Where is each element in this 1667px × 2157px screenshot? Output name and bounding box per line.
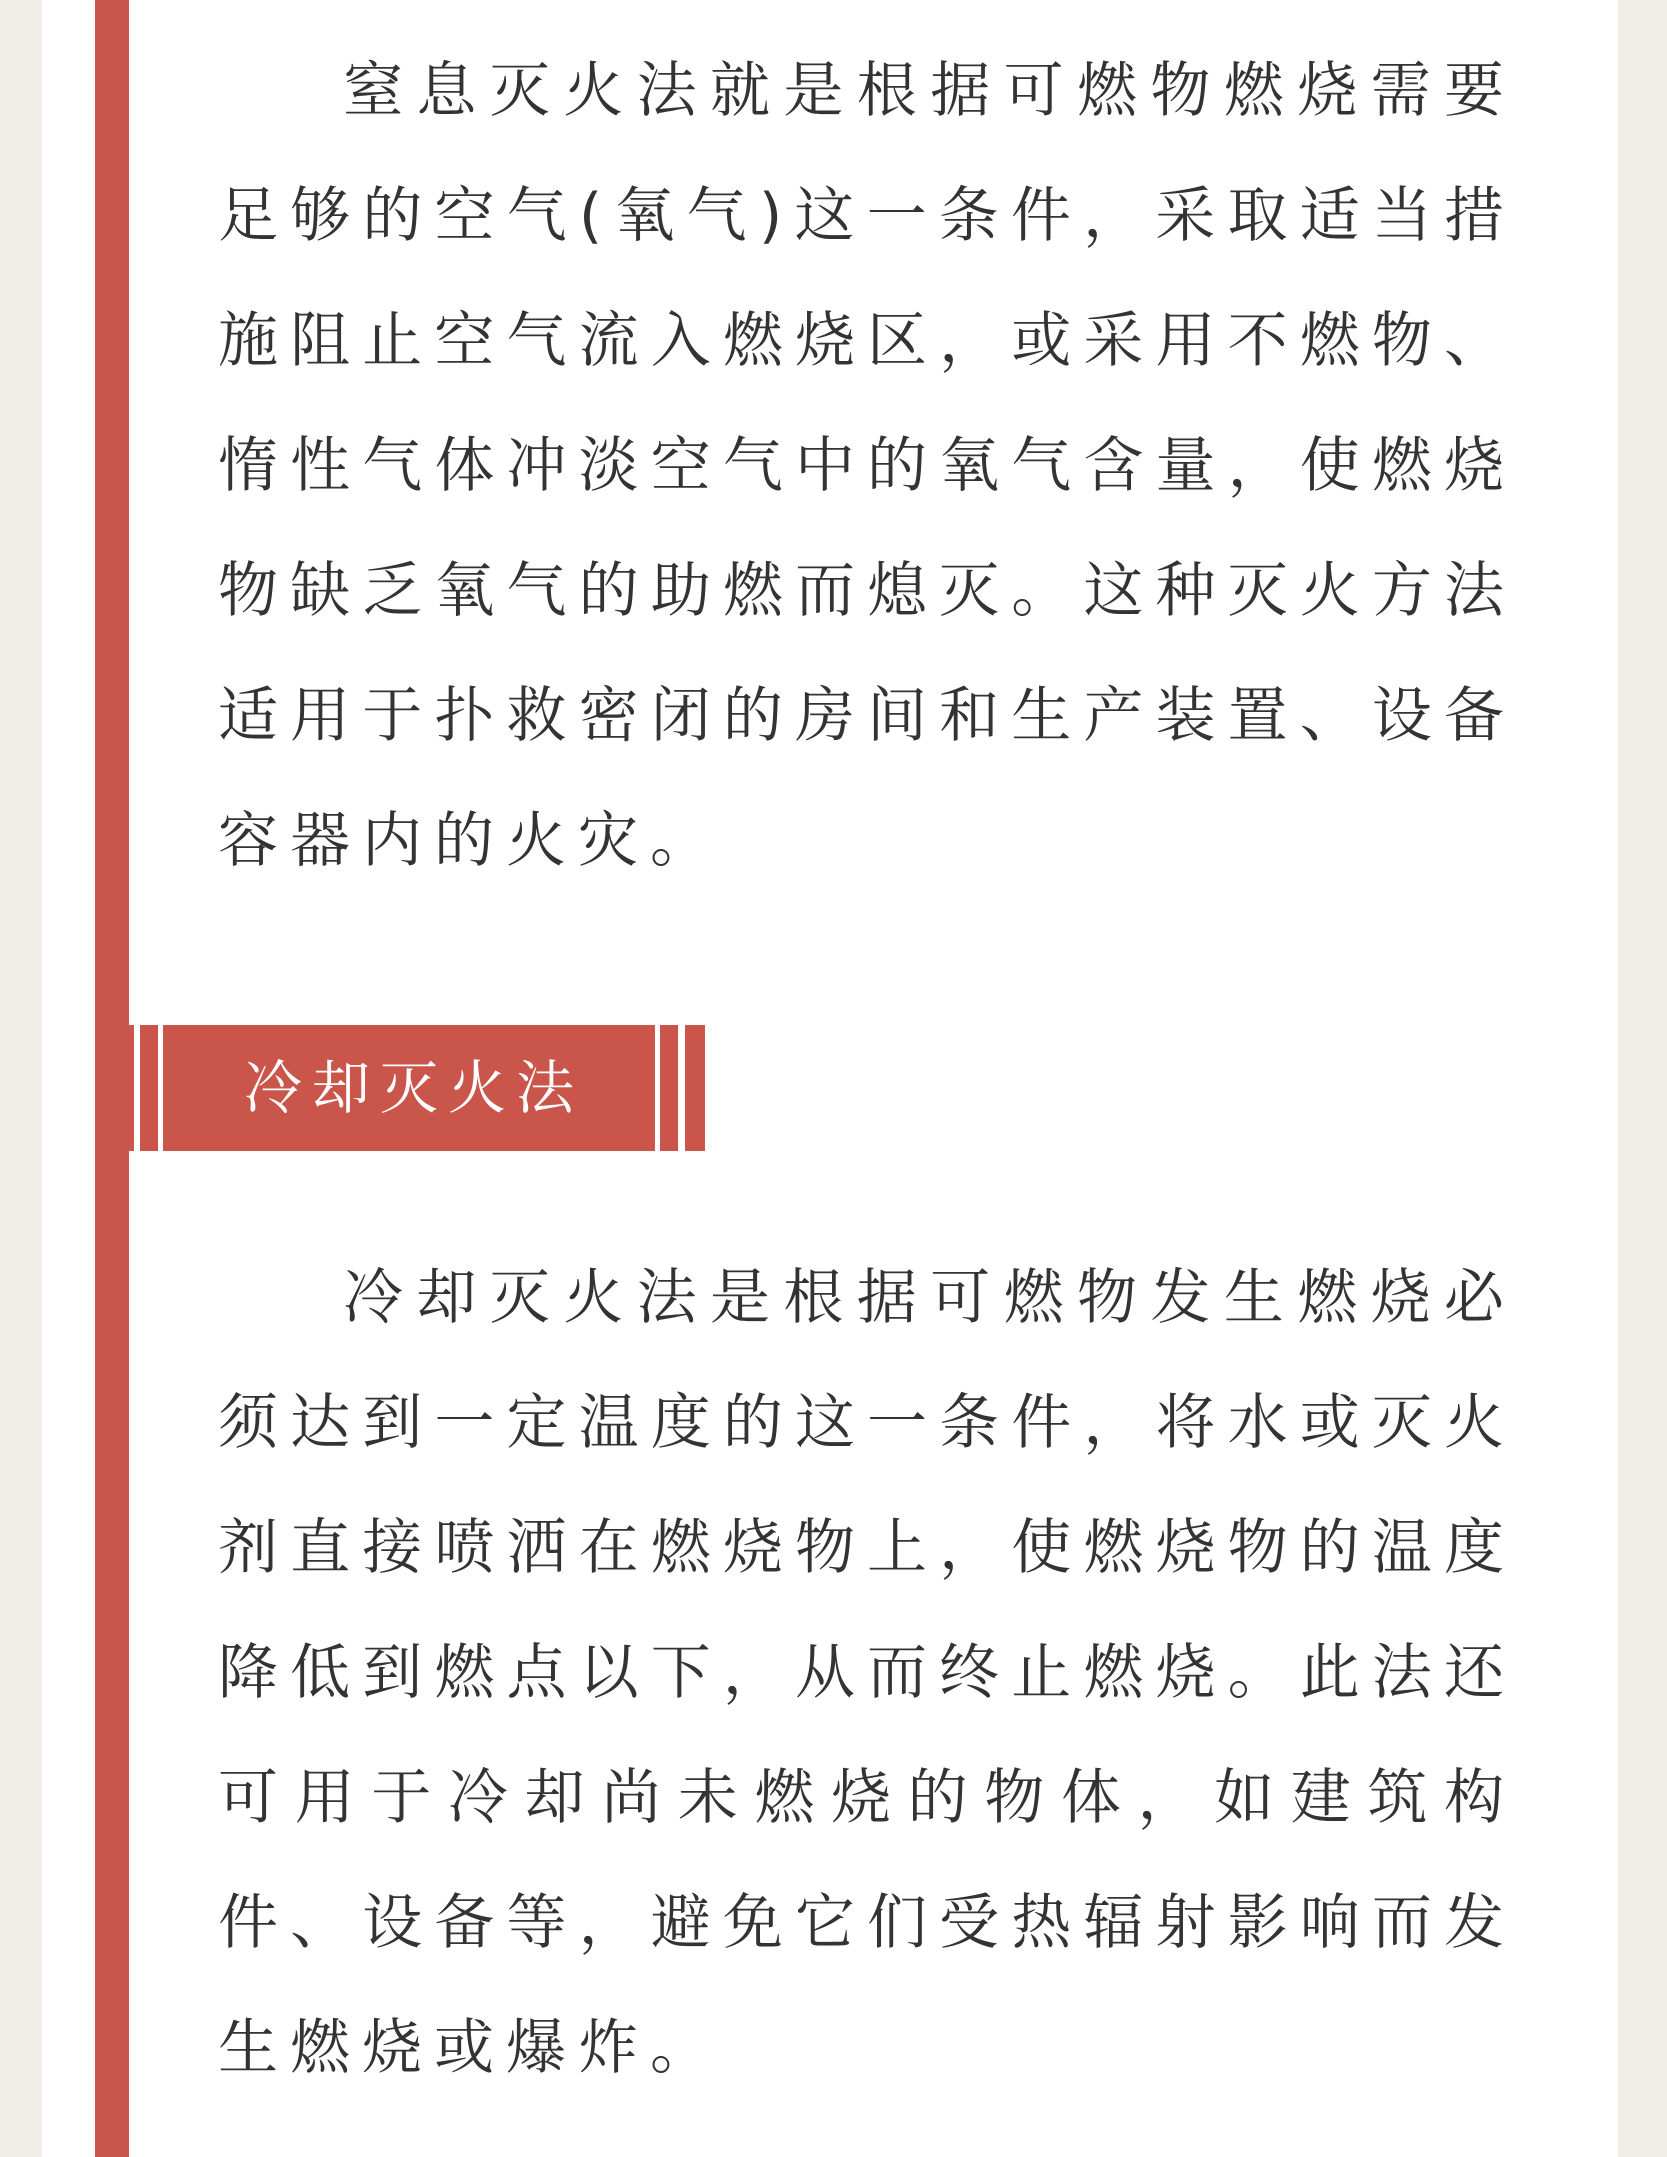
- banner-stripe: [655, 1025, 660, 1151]
- decorative-side-bar: [95, 0, 129, 2157]
- banner-stripe: [134, 1025, 140, 1151]
- page-margin-right: [1618, 0, 1667, 2157]
- section-heading-banner: [129, 1025, 705, 1151]
- paragraph-cooling-method: 冷却灭火法是根据可燃物发生燃烧必须达到一定温度的这一条件，将水或灭火剂直接喷洒在燃烧物上，使燃烧物的温度降低到燃点以下，从而终止燃烧。此法还可用于冷却尚未燃烧的物体，如建筑构件、设备等，避免它们受热辐射影响而发生燃烧或爆炸。: [218, 1263, 1516, 2083]
- paragraph-suffocation-method: 窒息灭火法就是根据可燃物燃烧需要足够的空气(氧气)这一条件，采取适当措施阻止空气流入燃烧区，或采用不燃物、惰性气体冲淡空气中的氧气含量，使燃烧物缺乏氧气的助燃而熄灭。这种灭火方法适用于扑救密闭的房间和生产装置、设备容器内的火灾。: [218, 56, 1516, 876]
- banner-stripe: [678, 1025, 685, 1151]
- section-heading-cooling-method: 冷却灭火法: [244, 1054, 585, 1122]
- page-margin-left: [0, 0, 42, 2157]
- banner-stripe: [158, 1025, 163, 1151]
